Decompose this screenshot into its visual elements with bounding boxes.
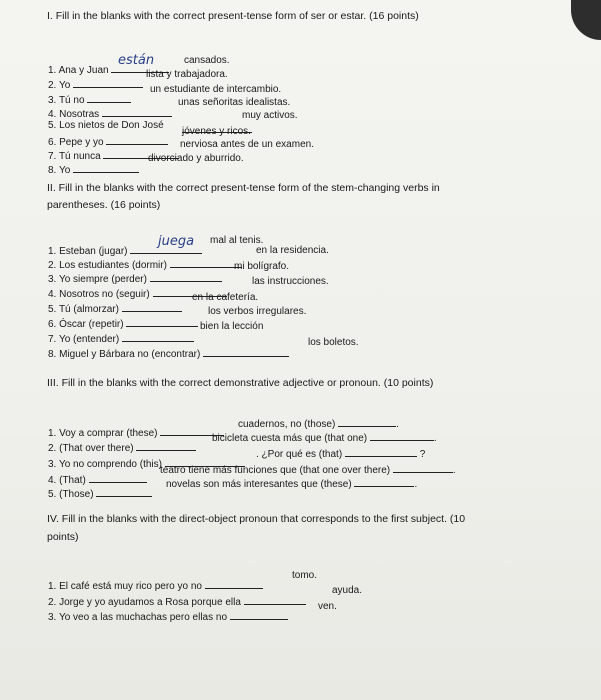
s1-item-8-rest: divorciado y aburrido. <box>148 153 244 164</box>
s2-item-7-rest: bien la lección <box>200 321 264 332</box>
s2-item-7-blank[interactable] <box>122 331 194 342</box>
s4-item-2 <box>48 594 306 608</box>
section-2-title-line1: II. Fill in the blanks with the correct present-tense form of the stem-changing verbs in <box>47 182 440 194</box>
s1-item-2-prompt: 2. Yo <box>48 80 71 91</box>
s1-item-4-blank[interactable] <box>102 106 172 117</box>
s4-item-3 <box>48 609 288 623</box>
s1-item-6-prompt: 6. Pepe y yo <box>48 137 104 148</box>
s4-item-1-prompt: 1. El café está muy rico pero yo no <box>48 581 202 592</box>
s3-item-5-start <box>48 486 152 500</box>
s3-item-5-prompt: 5. (Those) <box>48 489 94 500</box>
s3-item-4-prompt-b: teatro tiene más funciones que (that one over there) <box>160 465 391 476</box>
s3-item-2-prompt: 2. (That over there) <box>48 443 134 454</box>
section-3-title: III. Fill in the blanks with the correct demonstrative adjective or pronoun. (10 points) <box>47 377 434 389</box>
s1-item-5 <box>48 120 164 131</box>
s3-item-4-blank-b[interactable] <box>393 462 453 473</box>
s1-item-2-rest: lista y trabajadora. <box>146 69 228 80</box>
s4-item-1-blank[interactable] <box>205 578 263 589</box>
s2-item-5-rest: en la cafetería. <box>192 292 259 303</box>
s1-item-4 <box>48 106 172 120</box>
s4-item-3-blank[interactable] <box>230 609 288 620</box>
s2-item-5-blank[interactable] <box>122 301 182 312</box>
s1-item-8 <box>48 162 139 176</box>
s1-item-1-rest: cansados. <box>184 55 230 66</box>
s3-item-5-blank-a[interactable] <box>96 486 152 497</box>
s4-item-2-rest: ayuda. <box>332 585 363 596</box>
s2-item-3-prompt: 3. Yo siempre (perder) <box>48 274 147 285</box>
s1-item-6-rest: jóvenes y ricos. <box>182 126 251 137</box>
s3-item-2-end: bicicleta cuesta más que (that one) . <box>212 430 437 444</box>
s3-item-1-end: cuadernos, no (those) . <box>238 416 399 430</box>
s1-item-5-prompt: 5. Los nietos de Don José <box>48 120 164 131</box>
s1-item-3 <box>48 92 131 106</box>
s2-item-6-prompt: 6. Óscar (repetir) <box>48 319 124 330</box>
s2-item-2-prompt: 2. Los estudiantes (dormir) <box>48 260 167 271</box>
s2-item-7 <box>48 331 194 345</box>
s2-item-6-blank[interactable] <box>126 316 198 327</box>
s3-item-5-blank-b[interactable] <box>354 476 414 487</box>
s3-item-1-start <box>48 425 224 439</box>
s3-item-3-blank-b[interactable] <box>345 446 417 457</box>
s2-item-1-rest: mal al tenis. <box>210 235 264 246</box>
s3-item-5-end: novelas son más interesantes que (these) . <box>166 476 417 490</box>
s3-item-2-blank-b[interactable] <box>370 430 434 441</box>
s3-item-2-prompt-b: bicicleta cuesta más que (that one) <box>212 433 368 444</box>
s1-item-7-rest: nerviosa antes de un examen. <box>180 139 314 150</box>
s2-item-8-blank[interactable] <box>203 346 289 357</box>
s2-item-8-prompt: 8. Miguel y Bárbara no (encontrar) <box>48 349 201 360</box>
s4-item-1 <box>48 578 263 592</box>
s3-item-4-end: teatro tiene más funciones que (that one over there) . <box>160 462 456 476</box>
s2-item-8 <box>48 346 289 360</box>
s2-item-3-blank[interactable] <box>150 271 222 282</box>
s3-item-3-prompt-b: . ¿Por qué es (that) <box>256 449 343 460</box>
s2-item-2 <box>48 257 242 271</box>
s2-item-2-blank[interactable] <box>170 257 242 268</box>
s1-item-6 <box>48 134 168 148</box>
s1-item-4-rest: unas señoritas idealistas. <box>178 97 291 108</box>
s2-item-5 <box>48 301 182 315</box>
s1-item-3-rest: un estudiante de intercambio. <box>150 84 282 95</box>
s1-handwritten-answer: están <box>118 53 155 68</box>
s2-item-1-prompt: 1. Esteban (jugar) <box>48 246 128 257</box>
s2-item-3-rest: mi bolígrafo. <box>234 261 290 272</box>
s4-item-2-blank[interactable] <box>244 594 306 605</box>
s2-item-7-prompt: 7. Yo (entender) <box>48 334 120 345</box>
s3-item-1-blank-b[interactable] <box>338 416 396 427</box>
s3-item-2-blank-a[interactable] <box>136 440 196 451</box>
s2-item-2-rest: en la residencia. <box>256 245 329 256</box>
s1-item-4-prompt: 4. Nosotras <box>48 109 100 120</box>
s1-item-8-blank[interactable] <box>73 162 139 173</box>
s4-item-3-prompt: 3. Yo veo a las muchachas pero ellas no <box>48 612 228 623</box>
s2-item-4-prompt: 4. Nosotros no (seguir) <box>48 289 150 300</box>
s3-item-3-prompt: 3. Yo no comprendo (this) <box>48 459 162 470</box>
page-corner-shadow <box>571 0 601 40</box>
s2-item-6 <box>48 316 198 330</box>
s2-handwritten-answer: juega <box>158 234 195 249</box>
s1-item-3-prompt: 3. Tú no <box>48 95 85 106</box>
s2-item-4-rest: las instrucciones. <box>252 276 329 287</box>
s3-item-4-prompt: 4. (That) <box>48 475 86 486</box>
s2-item-5-prompt: 5. Tú (almorzar) <box>48 304 119 315</box>
section-2-title-line2: parentheses. (16 points) <box>47 199 161 211</box>
s4-item-3-rest: ven. <box>318 601 337 612</box>
s3-item-4-blank-a[interactable] <box>89 472 147 483</box>
s3-item-3-end: . ¿Por qué es (that) ? <box>256 446 425 460</box>
s3-item-1-prompt-b: cuadernos, no (those) <box>238 419 336 430</box>
s1-item-7-prompt: 7. Tú nunca <box>48 151 101 162</box>
s1-item-3-blank[interactable] <box>87 92 131 103</box>
s3-item-4-start <box>48 472 147 486</box>
s3-item-5-prompt-b: novelas son más interesantes que (these) <box>166 479 352 490</box>
s1-item-2 <box>48 77 143 91</box>
s2-item-6-rest: los verbos irregulares. <box>208 306 307 317</box>
s4-item-2-prompt: 2. Jorge y yo ayudamos a Rosa porque ella <box>48 597 241 608</box>
s2-item-3 <box>48 271 222 285</box>
s1-item-5-rest: muy activos. <box>242 110 298 121</box>
s1-item-1-prompt: 1. Ana y Juan <box>48 65 109 76</box>
s4-item-1-rest: tomo. <box>292 570 318 581</box>
s1-item-6-blank[interactable] <box>106 134 168 145</box>
section-1-title: I. Fill in the blanks with the correct present-tense form of ser or estar. (16 points) <box>47 10 419 22</box>
s3-item-1-prompt: 1. Voy a comprar (these) <box>48 428 158 439</box>
s1-item-2-blank[interactable] <box>73 77 143 88</box>
section-4-title-line2: points) <box>47 531 79 543</box>
s3-item-2-start <box>48 440 196 454</box>
section-4-title-line1: IV. Fill in the blanks with the direct-object pronoun that corresponds to the first subject. (10 <box>47 513 466 525</box>
s2-item-8-rest: los boletos. <box>308 337 359 348</box>
s1-item-8-prompt: 8. Yo <box>48 165 71 176</box>
